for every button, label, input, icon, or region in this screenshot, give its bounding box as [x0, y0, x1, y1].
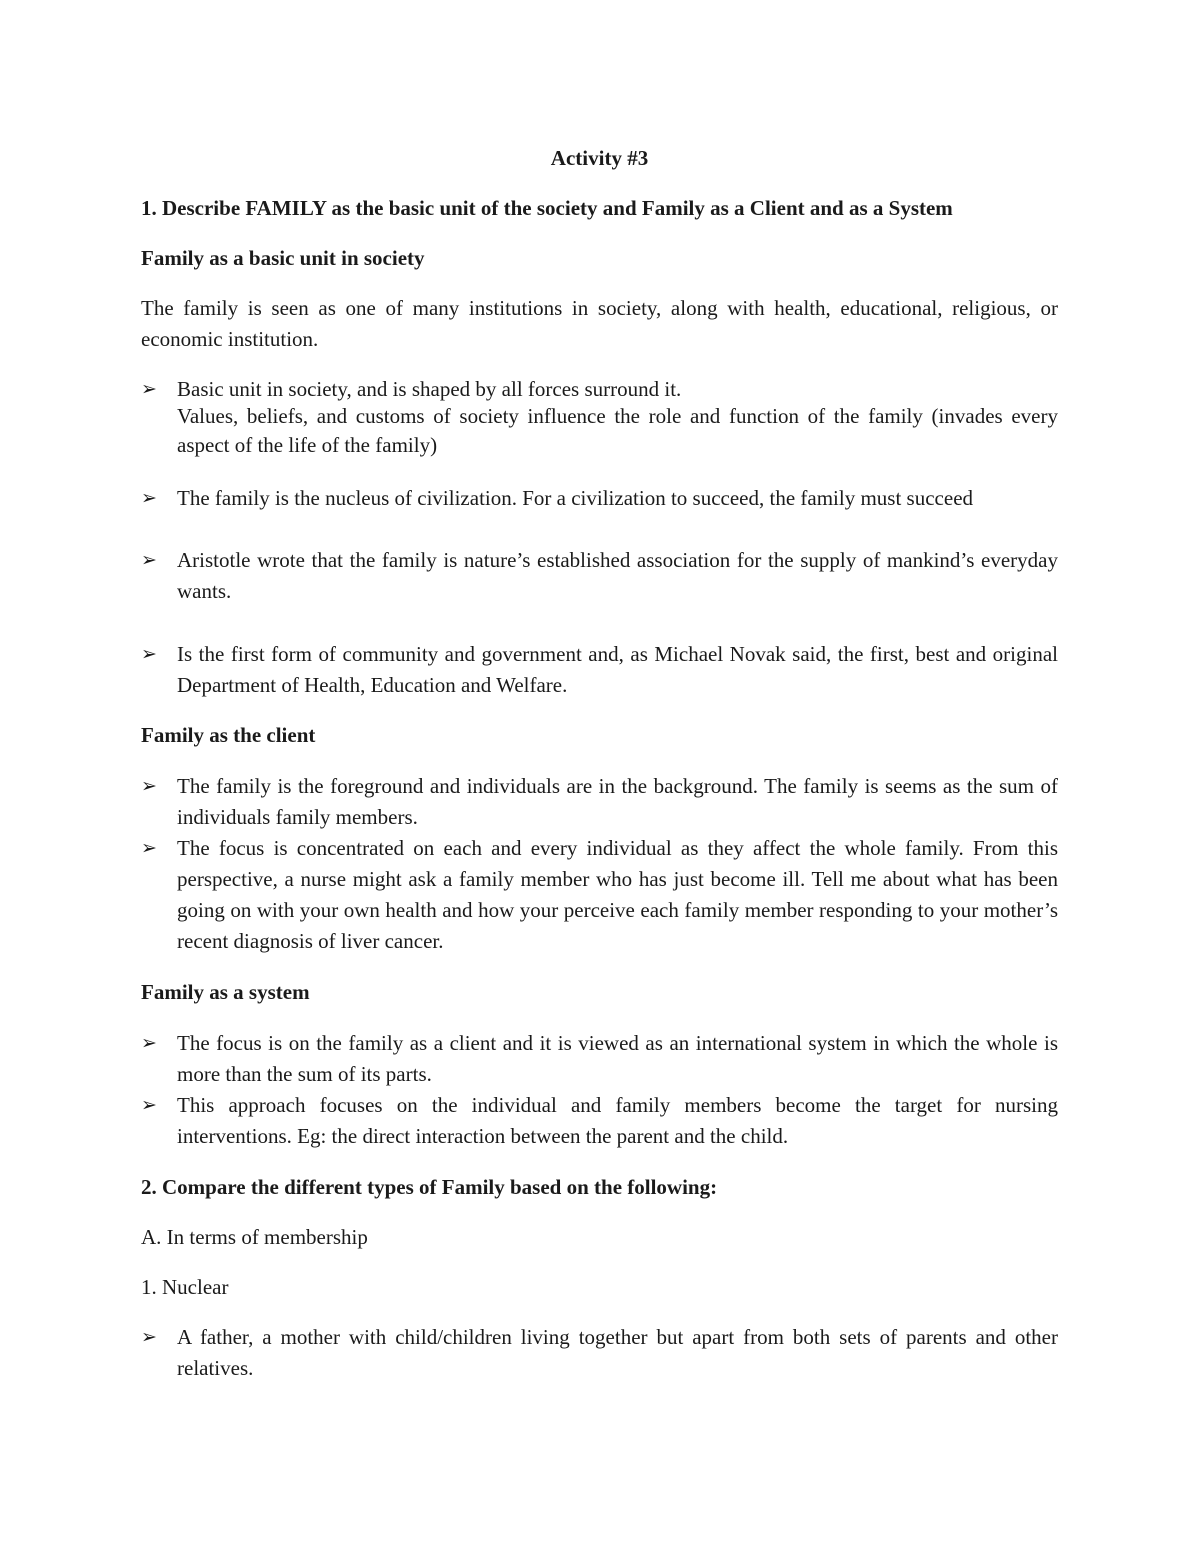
arrow-bullet-icon: ➢: [141, 487, 157, 509]
list-item: [141, 545, 1058, 607]
bullet-text: The focus is concentrated on each and every individual as they affect the whole family. From this perspective, a nurse might ask a family member who has just become ill. Tell me about what has been going on with your own health and how your perceive each family member responding to your mother’s recent diagnosis of liver cancer.: [177, 836, 1058, 953]
arrow-bullet-icon: ➢: [141, 1094, 157, 1116]
list-item: [141, 1028, 1058, 1090]
arrow-bullet-icon: ➢: [141, 1326, 157, 1348]
arrow-bullet-icon: ➢: [141, 549, 157, 571]
arrow-bullet-icon: ➢: [141, 775, 157, 797]
bullet-text: The family is the foreground and individuals are in the background. The family is seems as the sum of individuals family members.: [177, 774, 1058, 829]
list-item: [141, 639, 1058, 701]
list-item: [141, 483, 1058, 514]
subsection-a: A. In terms of membership: [141, 1225, 368, 1249]
list-item: [141, 833, 1058, 957]
arrow-bullet-icon: ➢: [141, 378, 157, 400]
bullet-text: Basic unit in society, and is shaped by all forces surround it.: [177, 377, 682, 401]
list-item: [141, 1322, 1058, 1384]
intro-paragraph: The family is seen as one of many institutions in society, along with health, educational, religious, or economic institution.: [141, 296, 1058, 351]
question-2: 2. Compare the different types of Family based on the following:: [141, 1175, 718, 1199]
heading-client: Family as the client: [141, 723, 316, 747]
bullet-text: A father, a mother with child/children living together but apart from both sets of parents and other relatives.: [177, 1325, 1058, 1380]
item-nuclear: 1. Nuclear: [141, 1275, 229, 1299]
list-item: [141, 1090, 1058, 1152]
bullet-continuation: Values, beliefs, and customs of society influence the role and function of the family (invades every aspect of the life of the family): [177, 404, 1058, 457]
list-item: [141, 374, 1058, 460]
heading-system: Family as a system: [141, 980, 310, 1004]
heading-basic-unit: Family as a basic unit in society: [141, 246, 425, 270]
bullet-text: Aristotle wrote that the family is nature’s established association for the supply of mankind’s everyday wants.: [177, 548, 1058, 603]
arrow-bullet-icon: ➢: [141, 1032, 157, 1054]
bullet-text: The focus is on the family as a client and it is viewed as an international system in which the whole is more than the sum of its parts.: [177, 1031, 1058, 1086]
document-title: Activity #3: [550, 146, 649, 170]
bullet-text: Is the first form of community and government and, as Michael Novak said, the first, best and original Department of Health, Education and Welfare.: [177, 642, 1058, 697]
bullet-text: This approach focuses on the individual and family members become the target for nursing interventions. Eg: the direct interaction between the parent and the child.: [177, 1093, 1058, 1148]
arrow-bullet-icon: ➢: [141, 643, 157, 665]
arrow-bullet-icon: ➢: [141, 837, 157, 859]
question-1: 1. Describe FAMILY as the basic unit of the society and Family as a Client and as a System: [141, 196, 953, 220]
list-item: [141, 771, 1058, 833]
bullet-text: The family is the nucleus of civilization. For a civilization to succeed, the family must succeed: [177, 486, 974, 510]
